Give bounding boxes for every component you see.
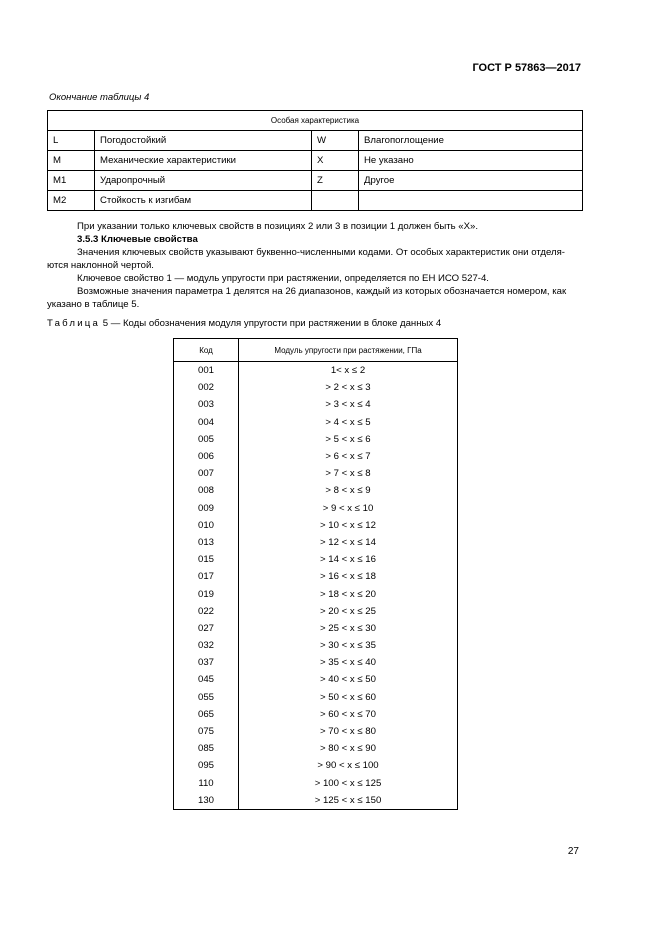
code-cell: 055 bbox=[174, 689, 239, 706]
range-cell: > 60 < x ≤ 70 bbox=[239, 706, 458, 723]
section-title: 3.5.3 Ключевые свойства bbox=[77, 234, 198, 245]
table-row bbox=[174, 792, 458, 810]
range-cell: > 6 < x ≤ 7 bbox=[239, 448, 458, 465]
code-cell: 037 bbox=[174, 654, 239, 671]
range-cell: > 8 < x ≤ 9 bbox=[239, 482, 458, 499]
table-cell: Влагопоглощение bbox=[359, 131, 583, 151]
column-header-modulus: Модуль упругости при растяжении, ГПа bbox=[239, 339, 458, 362]
code-cell: 009 bbox=[174, 500, 239, 517]
table-cell: Погодостойкий bbox=[95, 131, 312, 151]
code-cell: 015 bbox=[174, 551, 239, 568]
table-row bbox=[174, 757, 458, 774]
code-cell: 006 bbox=[174, 448, 239, 465]
code-cell: 110 bbox=[174, 775, 239, 792]
range-cell: > 70 < x ≤ 80 bbox=[239, 723, 458, 740]
table-header-row bbox=[48, 111, 583, 131]
table-row bbox=[174, 396, 458, 413]
code-cell: 002 bbox=[174, 379, 239, 396]
code-cell: 045 bbox=[174, 671, 239, 688]
table-row bbox=[174, 500, 458, 517]
table-cell: Ударопрочный bbox=[95, 171, 312, 191]
range-cell: > 50 < x ≤ 60 bbox=[239, 689, 458, 706]
range-cell: > 125 < x ≤ 150 bbox=[239, 792, 458, 810]
table-row bbox=[174, 414, 458, 431]
table-row bbox=[174, 551, 458, 568]
code-cell: 003 bbox=[174, 396, 239, 413]
paragraph-x-rule: При указании только ключевых свойств в позициях 2 или 3 в позиции 1 должен быть «X». bbox=[77, 221, 479, 232]
table-row bbox=[174, 585, 458, 602]
code-cell: 019 bbox=[174, 585, 239, 602]
table-4 bbox=[47, 110, 583, 211]
range-cell: > 30 < x ≤ 35 bbox=[239, 637, 458, 654]
code-cell: 095 bbox=[174, 757, 239, 774]
table-header-row bbox=[174, 339, 458, 362]
table-cell: Механические характеристики bbox=[95, 151, 312, 171]
table-cell: L bbox=[48, 131, 95, 151]
paragraph-codes: Значения ключевых свойств указывают буквенно-численными кодами. От особых характеристик они отделя-ются наклонной чертой. bbox=[47, 247, 565, 271]
range-cell: > 10 < x ≤ 12 bbox=[239, 517, 458, 534]
document-code: ГОСТ Р 57863—2017 bbox=[472, 62, 581, 74]
table-5 bbox=[173, 338, 458, 810]
code-cell: 017 bbox=[174, 568, 239, 585]
range-cell: > 7 < x ≤ 8 bbox=[239, 465, 458, 482]
table-row bbox=[174, 603, 458, 620]
range-cell: > 40 < x ≤ 50 bbox=[239, 671, 458, 688]
table-row bbox=[174, 482, 458, 499]
table5-caption-text: 5 — Коды обозначения модуля упругости при растяжении в блоке данных 4 bbox=[102, 318, 442, 329]
range-cell: > 5 < x ≤ 6 bbox=[239, 431, 458, 448]
code-cell: 008 bbox=[174, 482, 239, 499]
table-row bbox=[174, 637, 458, 654]
table-cell: Не указано bbox=[359, 151, 583, 171]
table-row bbox=[174, 620, 458, 637]
table-row bbox=[48, 171, 583, 191]
code-cell: 027 bbox=[174, 620, 239, 637]
table-row bbox=[174, 775, 458, 792]
range-cell: 1< x ≤ 2 bbox=[239, 362, 458, 380]
range-cell: > 90 < x ≤ 100 bbox=[239, 757, 458, 774]
table-cell: Другое bbox=[359, 171, 583, 191]
table-row bbox=[174, 723, 458, 740]
table-cell: M bbox=[48, 151, 95, 171]
code-cell: 001 bbox=[174, 362, 239, 380]
code-cell: 013 bbox=[174, 534, 239, 551]
table-row bbox=[174, 448, 458, 465]
table-cell bbox=[359, 191, 583, 211]
range-cell: > 3 < x ≤ 4 bbox=[239, 396, 458, 413]
table-row bbox=[174, 740, 458, 757]
code-cell: 022 bbox=[174, 603, 239, 620]
range-cell: > 2 < x ≤ 3 bbox=[239, 379, 458, 396]
table-cell: M1 bbox=[48, 171, 95, 191]
range-cell: > 14 < x ≤ 16 bbox=[239, 551, 458, 568]
table-cell: W bbox=[312, 131, 359, 151]
table-cell bbox=[312, 191, 359, 211]
range-cell: > 16 < x ≤ 18 bbox=[239, 568, 458, 585]
table-cell: X bbox=[312, 151, 359, 171]
range-cell: > 25 < x ≤ 30 bbox=[239, 620, 458, 637]
range-cell: > 100 < x ≤ 125 bbox=[239, 775, 458, 792]
table-row bbox=[174, 671, 458, 688]
paragraph-ranges: Возможные значения параметра 1 делятся на 26 диапазонов, каждый из которых обозначается номером, как указано в таблице 5. bbox=[47, 286, 567, 310]
table-row bbox=[48, 151, 583, 171]
table-cell: Z bbox=[312, 171, 359, 191]
range-cell: > 12 < x ≤ 14 bbox=[239, 534, 458, 551]
table-row bbox=[174, 431, 458, 448]
code-cell: 005 bbox=[174, 431, 239, 448]
range-cell: > 20 < x ≤ 25 bbox=[239, 603, 458, 620]
table-row bbox=[174, 517, 458, 534]
table-row bbox=[174, 465, 458, 482]
page-number: 27 bbox=[567, 846, 579, 857]
table-row bbox=[174, 689, 458, 706]
code-cell: 032 bbox=[174, 637, 239, 654]
table-row bbox=[174, 379, 458, 396]
range-cell: > 18 < x ≤ 20 bbox=[239, 585, 458, 602]
code-cell: 004 bbox=[174, 414, 239, 431]
code-cell: 130 bbox=[174, 792, 239, 810]
range-cell: > 4 < x ≤ 5 bbox=[239, 414, 458, 431]
range-cell: > 35 < x ≤ 40 bbox=[239, 654, 458, 671]
table5-caption-label: Таблица bbox=[47, 318, 101, 329]
table-row bbox=[174, 534, 458, 551]
table-row bbox=[174, 362, 458, 380]
column-header-code: Код bbox=[174, 339, 239, 362]
code-cell: 075 bbox=[174, 723, 239, 740]
table-row bbox=[174, 568, 458, 585]
table-cell: Стойкость к изгибам bbox=[95, 191, 312, 211]
code-cell: 010 bbox=[174, 517, 239, 534]
table5-caption bbox=[47, 318, 441, 329]
table4-continuation-title: Окончание таблицы 4 bbox=[49, 92, 150, 103]
table4-heading: Особая характеристика bbox=[48, 111, 583, 131]
table-row bbox=[174, 706, 458, 723]
range-cell: > 80 < x ≤ 90 bbox=[239, 740, 458, 757]
table-cell: M2 bbox=[48, 191, 95, 211]
paragraph-property-1: Ключевое свойство 1 — модуль упругости при растяжении, определяется по ЕН ИСО 527-4. bbox=[77, 273, 489, 284]
code-cell: 065 bbox=[174, 706, 239, 723]
table-row bbox=[174, 654, 458, 671]
code-cell: 007 bbox=[174, 465, 239, 482]
code-cell: 085 bbox=[174, 740, 239, 757]
table-row bbox=[48, 131, 583, 151]
range-cell: > 9 < x ≤ 10 bbox=[239, 500, 458, 517]
table-row bbox=[48, 191, 583, 211]
